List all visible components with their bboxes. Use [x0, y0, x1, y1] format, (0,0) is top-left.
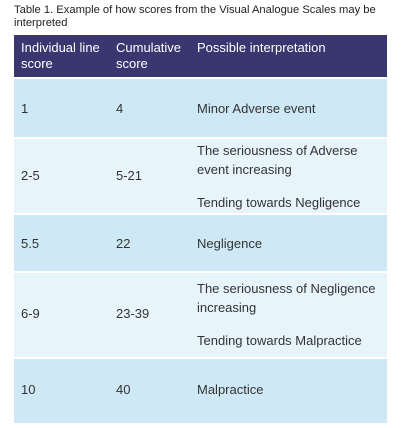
- header-cumulative-score: Cumulative score: [116, 40, 182, 71]
- cell-score: 2-5: [21, 168, 40, 183]
- cell-interpretation-secondary: Tending towards Malpractice: [197, 333, 362, 348]
- interpretation-table: [14, 35, 387, 423]
- table-row: [14, 357, 387, 423]
- cell-score: 1: [21, 101, 29, 116]
- cell-interpretation: The seriousness of Negligence increasing: [197, 281, 376, 315]
- header-possible-interpretation: Possible interpretation: [197, 40, 326, 55]
- cell-cumulative: 23-39: [116, 306, 150, 321]
- cell-score: 5.5: [21, 236, 40, 251]
- cell-score: 10: [21, 382, 36, 397]
- table-row: [14, 271, 387, 357]
- cell-cumulative: 22: [116, 236, 131, 251]
- table-caption: Table 1. Example of how scores from the Visual Analogue Scales may be interpreted: [14, 4, 376, 29]
- table-row: [14, 77, 387, 137]
- cell-cumulative: 5-21: [116, 168, 143, 183]
- cell-cumulative: 4: [116, 101, 124, 116]
- cell-interpretation: Minor Adverse event: [197, 101, 316, 116]
- cell-score: 6-9: [21, 306, 40, 321]
- cell-interpretation-secondary: Tending towards Negligence: [197, 195, 361, 210]
- cell-interpretation: The seriousness of Adverse event increasing: [197, 143, 358, 177]
- cell-interpretation: Negligence: [197, 236, 263, 251]
- header-individual-line-score: Individual line score: [21, 40, 100, 71]
- cell-cumulative: 40: [116, 382, 131, 397]
- table-row: [14, 213, 387, 271]
- table-row: [14, 137, 387, 213]
- table-header: [14, 35, 387, 77]
- cell-interpretation: Malpractice: [197, 382, 264, 397]
